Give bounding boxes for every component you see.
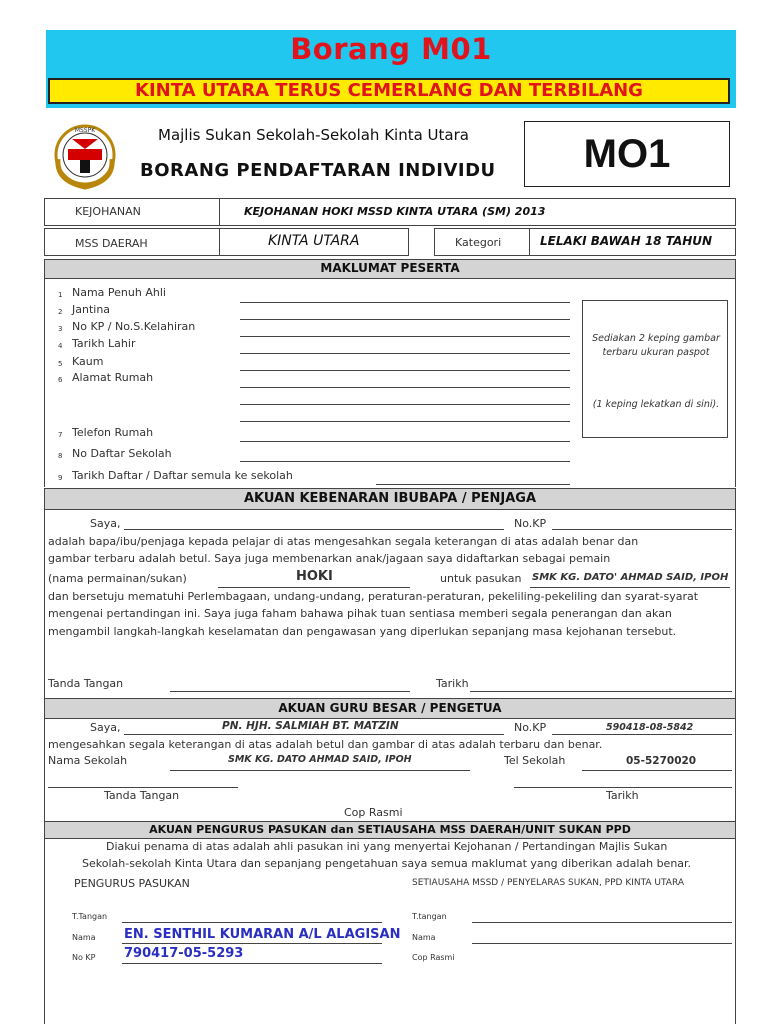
- border-left-4: [44, 839, 45, 1024]
- permainan-value: HOKI: [296, 569, 333, 584]
- border-right-4: [735, 839, 736, 1024]
- sekolah-label: Nama Sekolah: [48, 754, 128, 767]
- gurubesar-saya: Saya,: [90, 721, 121, 734]
- input-nokp[interactable]: [240, 336, 570, 337]
- input-tarikh-daftar[interactable]: [376, 484, 570, 485]
- section-akuan-ibubapa: AKUAN KEBENARAN IBUBAPA / PENJAGA: [44, 488, 736, 510]
- pengurus-nama-label: Nama: [72, 933, 96, 942]
- ibubapa-nokp-label: No.KP: [514, 517, 547, 530]
- field-nokp-label: No KP / No.S.Kelahiran: [72, 320, 196, 333]
- gurubesar-nama-value: PN. HJH. SALMIAH BT. MATZIN: [222, 720, 399, 732]
- pengurus-ttangan-label: T.Tangan: [72, 912, 108, 921]
- input-ibubapa-tarikh[interactable]: [470, 691, 732, 692]
- gurubesar-line1: mengesahkan segala keterangan di atas adalah betul dan gambar di atas adalah terbaru dan benar.: [48, 738, 603, 751]
- input-gurubesar-nama[interactable]: [124, 734, 504, 735]
- ibubapa-line3: dan bersetuju mematuhi Perlembagaan, undang-undang, peraturan-peraturan, pekeliling-pekeliling dan syarat-syarat: [48, 590, 699, 603]
- ibubapa-line1: adalah bapa/ibu/penjaga kepada pelajar di atas mengesahkan segala keterangan di atas adalah benar dan: [48, 535, 639, 548]
- pengurus-nokp-label: No KP: [72, 953, 96, 962]
- input-nama[interactable]: [240, 302, 570, 303]
- main-title: Borang M01: [290, 32, 492, 66]
- slogan-banner: KINTA UTARA TERUS CEMERLANG DAN TERBILANG: [48, 78, 730, 104]
- organisation-name: Majlis Sukan Sekolah-Sekolah Kinta Utara: [158, 126, 469, 144]
- input-setiausaha-nama[interactable]: [472, 943, 732, 944]
- input-pengurus-ttangan[interactable]: [122, 922, 382, 923]
- pengurus-line1: Diakui penama di atas adalah ahli pasukan ini yang menyertai Kejohanan / Pertandingan Majlis Sukan: [106, 840, 668, 853]
- input-pasukan[interactable]: [530, 587, 730, 588]
- input-permainan[interactable]: [218, 587, 410, 588]
- field-jantina-label: Jantina: [72, 303, 111, 316]
- setiausaha-cop-label: Cop Rasmi: [412, 953, 455, 962]
- pengurus-line2: Sekolah-sekolah Kinta Utara dan sepanjang pengetahuan saya semua maklumat yang diberikan adalah benar.: [82, 857, 692, 870]
- permainan-label: (nama permainan/sukan): [48, 572, 187, 585]
- input-ibubapa-nokp[interactable]: [552, 529, 732, 530]
- input-pengurus-nama[interactable]: [122, 943, 382, 944]
- pengurus-right-title: SETIAUSAHA MSSD / PENYELARAS SUKAN, PPD KINTA UTARA: [412, 878, 685, 888]
- border-left-2: [44, 510, 45, 698]
- pasukan-value: SMK KG. DATO' AHMAD SAID, IPOH: [532, 572, 729, 583]
- input-sekolah[interactable]: [170, 770, 470, 771]
- kejohanan-value-cell[interactable]: [219, 198, 736, 226]
- ibubapa-line2: gambar terbaru adalah betul. Saya juga membenarkan anak/jagaan saya didaftarkan sebagai pemain: [48, 552, 611, 565]
- pengurus-nama-value: EN. SENTHIL KUMARAN A/L ALAGISAN: [124, 927, 401, 942]
- ibubapa-tanda-tangan: Tanda Tangan: [48, 677, 124, 690]
- field-nodaftar-label: No Daftar Sekolah: [72, 447, 172, 460]
- input-nodaftar[interactable]: [240, 461, 570, 462]
- input-alamat-1[interactable]: [240, 387, 570, 388]
- photo-note-2: terbaru ukuran paspot: [602, 347, 710, 358]
- pasukan-label: untuk pasukan: [440, 572, 522, 585]
- pengurus-left-title: PENGURUS PASUKAN: [74, 877, 190, 890]
- border-right: [735, 279, 736, 487]
- svg-text:MSSPK: MSSPK: [74, 127, 96, 134]
- input-kaum[interactable]: [240, 370, 570, 371]
- section-akuan-pengurus: AKUAN PENGURUS PASUKAN dan SETIAUSAHA MSS DAERAH/UNIT SUKAN PPD: [44, 821, 736, 839]
- msspk-logo-icon: [50, 119, 120, 191]
- gurubesar-tarikh: Tarikh: [606, 789, 639, 802]
- kategori-label-cell: [434, 228, 530, 256]
- field-alamat-label: Alamat Rumah: [72, 371, 154, 384]
- mss-value: KINTA UTARA: [268, 233, 360, 249]
- field-tarikh-daftar-label: Tarikh Daftar / Daftar semula ke sekolah: [72, 469, 293, 482]
- pengurus-nokp-value: 790417-05-5293: [124, 946, 244, 961]
- input-alamat-2[interactable]: [240, 404, 570, 405]
- kejohanan-label: KEJOHANAN: [75, 205, 141, 218]
- gurubesar-tanda-tangan: Tanda Tangan: [104, 789, 180, 802]
- input-pengurus-nokp[interactable]: [122, 963, 382, 964]
- field-nama-label: Nama Penuh Ahli: [72, 286, 166, 299]
- gurubesar-nokp-label: No.KP: [514, 721, 547, 734]
- setiausaha-nama-label: Nama: [412, 933, 436, 942]
- ibubapa-tarikh: Tarikh: [436, 677, 469, 690]
- input-tarikh-lahir[interactable]: [240, 353, 570, 354]
- mss-label: MSS DAERAH: [75, 237, 148, 250]
- border-right-2: [735, 510, 736, 698]
- border-right-3: [735, 719, 736, 821]
- mss-value-cell[interactable]: [219, 228, 409, 256]
- kategori-label: Kategori: [455, 236, 502, 249]
- ibubapa-saya: Saya,: [90, 517, 121, 530]
- photo-note-1: Sediakan 2 keping gambar: [592, 333, 720, 344]
- input-jantina[interactable]: [240, 319, 570, 320]
- border-left-3: [44, 719, 45, 821]
- input-setiausaha-ttangan[interactable]: [472, 922, 732, 923]
- input-telefon[interactable]: [240, 441, 570, 442]
- ibubapa-line4: mengenai pertandingan ini. Saya juga faham bahawa pihak tuan sentiasa memberi segala penerangan dan akan: [48, 607, 672, 620]
- sekolah-value: SMK KG. DATO AHMAD SAID, IPOH: [228, 754, 412, 765]
- form-title: BORANG PENDAFTARAN INDIVIDU: [140, 160, 496, 181]
- ibubapa-line5: mengambil langkah-langkah keselamatan dan pengawasan yang diperlukan sepanjang masa kejohanan tersebut.: [48, 625, 677, 638]
- input-gurubesar-nokp[interactable]: [552, 734, 732, 735]
- tel-label: Tel Sekolah: [504, 754, 566, 767]
- border-left: [44, 279, 45, 487]
- kategori-value-cell[interactable]: [529, 228, 736, 256]
- gurubesar-nokp-value: 590418-08-5842: [606, 722, 694, 733]
- kategori-value: LELAKI BAWAH 18 TAHUN: [540, 234, 713, 248]
- photo-box[interactable]: [582, 300, 728, 438]
- photo-note-3: (1 keping lekatkan di sini).: [592, 399, 720, 410]
- field-telefon-label: Telefon Rumah: [72, 426, 154, 439]
- section-akuan-gurubesar: AKUAN GURU BESAR / PENGETUA: [44, 698, 736, 719]
- input-ibubapa-tandatangan[interactable]: [170, 691, 410, 692]
- tel-value: 05-5270020: [626, 755, 697, 767]
- input-gurubesar-tarikh[interactable]: [514, 787, 732, 788]
- input-tel[interactable]: [582, 770, 732, 771]
- kejohanan-label-cell: [44, 198, 220, 226]
- setiausaha-ttangan-label: T.tangan: [412, 912, 447, 921]
- kejohanan-value: KEJOHANAN HOKI MSSD KINTA UTARA (SM) 2013: [244, 205, 546, 218]
- field-kaum-label: Kaum: [72, 355, 104, 368]
- gurubesar-cop: Cop Rasmi: [344, 806, 403, 819]
- input-alamat-3[interactable]: [240, 421, 570, 422]
- form-code-box: MO1: [524, 121, 730, 187]
- field-tarikh-lahir-label: Tarikh Lahir: [72, 337, 136, 350]
- section-maklumat-peserta: MAKLUMAT PESERTA: [44, 259, 736, 279]
- input-gurubesar-tandatangan[interactable]: [48, 787, 238, 788]
- input-ibubapa-nama[interactable]: [124, 529, 504, 530]
- mss-label-cell: [44, 228, 220, 256]
